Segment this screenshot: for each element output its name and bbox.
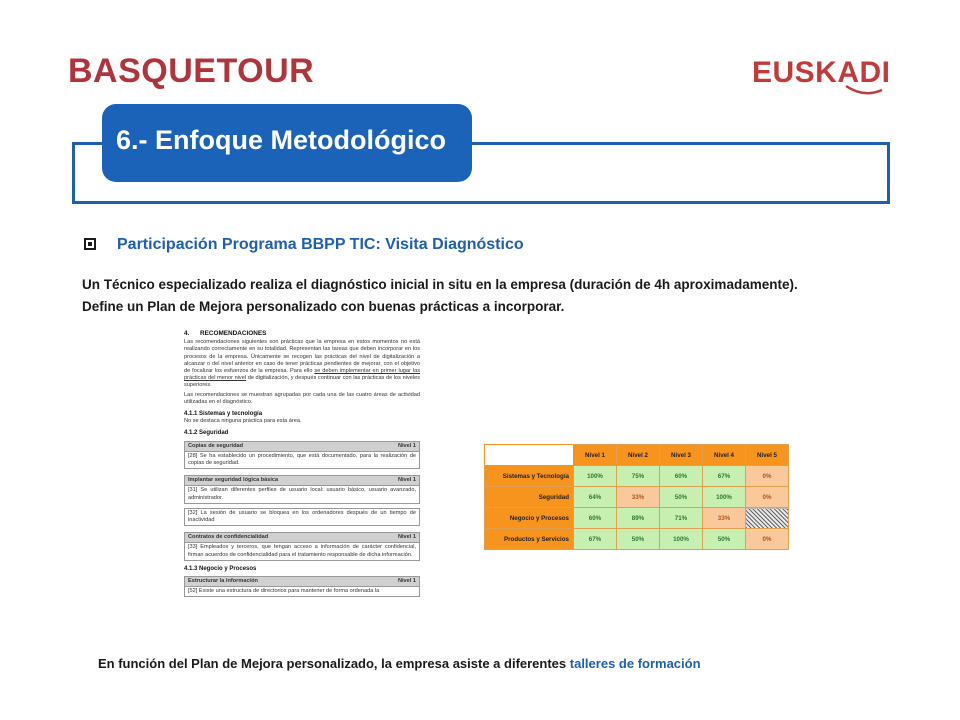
doc-paragraph: Las recomendaciones se muestran agrupadas por cada una de las cuatro áreas de actividad utilizadas en el diagnóstico. [184,391,420,405]
level-cell: 60% [574,508,617,529]
level-cell: 50% [660,487,703,508]
practice-body: [52] Existe una estructura de directorios para mantener de forma ordenada la [184,587,420,597]
table-corner-cell [485,445,574,466]
column-header: Nivel 4 [703,445,746,466]
checkbox-bullet-icon [84,238,96,250]
level-cell: 100% [660,529,703,550]
level-cell: 75% [617,466,660,487]
row-label: Sistemas y Tecnología [485,466,574,487]
table-row [485,508,789,529]
column-header: Nivel 5 [746,445,789,466]
table-row [485,466,789,487]
level-cell: 89% [617,508,660,529]
training-workshops-link[interactable]: talleres de formación [569,656,701,671]
doc-subheading: 4.1.1 Sistemas y tecnología [184,411,263,418]
euskadi-swash-icon [844,84,884,98]
level-cell: 50% [703,529,746,550]
basquetour-logo [68,52,314,91]
practice-body: [31] Se utilizan diferentes perfiles de usuario local: usuario básico, usuario avanzado, administrador. [184,486,420,503]
recommendations-document-excerpt [184,330,420,626]
doc-note: No se destaca ninguna práctica para esta área. [184,418,302,425]
row-label: Seguridad [485,487,574,508]
table-header-row [485,445,789,466]
level-cell: 67% [703,466,746,487]
euskadi-logo-text: EUSKADI [752,56,891,89]
practice-header: Implantar seguridad lógica básica Nivel 1 [184,475,420,486]
level-cell: 0% [746,529,789,550]
bullet-heading: Participación Programa BBPP TIC: Visita Diagnóstico [117,236,524,253]
level-cell: 60% [660,466,703,487]
doc-paragraph: Las recomendaciones siguientes son prácticas que la empresa en estos momentos no está realizando correctamente en su totalidad. Representan las tareas que deben incorporar en los procesos de la empresa. Únicamente se recogen las prácticas del nivel de digitalización a alcanzar o del nivel anterior en caso de tener prácticas pendientes de mejorar, con el objetivo de focalizar los esfuerzos de la empresa. Para ello se deben implementar en primer lugar las prácticas del menor nivel de digitalización, y después continuar con las prácticas de los niveles superiores. [184,339,420,389]
footer-text: En función del Plan de Mejora personalizado, la empresa asiste a diferentes [98,656,570,671]
row-label: Negocio y Procesos [485,508,574,529]
level-cell: 50% [617,529,660,550]
practice-header: Copias de seguridad Nivel 1 [184,441,420,452]
practice-header: Contratos de confidencialidad Nivel 1 [184,532,420,543]
doc-subheading: 4.1.2 Seguridad [184,430,229,437]
intro-paragraph: Un Técnico especializado realiza el diagnóstico inicial in situ en la empresa (duración de 4h aproximadamente). Define un Plan de Mejora personalizado con buenas prácticas a incorporar. [82,277,798,314]
level-cell: 67% [574,529,617,550]
section-title: 6.- Enfoque Metodológico [116,125,446,155]
level-cell: 71% [660,508,703,529]
practice-body: [33] Empleados y terceros, que tengan acceso a información de carácter confidencial, firman acuerdos de confidencialidad para el tratamiento responsable de dicha información. [184,543,420,560]
column-header: Nivel 1 [574,445,617,466]
level-cell: 64% [574,487,617,508]
doc-heading: 4. RECOMENDACIONES [184,330,267,337]
practice-body: [32] La sesión de usuario se bloquea en los ordenadores después de un tiempo de inactividad [184,508,420,526]
level-cell: 0% [746,466,789,487]
doc-subheading: 4.1.3 Negocio y Procesos [184,565,257,572]
practice-header: Estructurar la información Nivel 1 [184,576,420,587]
row-label: Productos y Servicios [485,529,574,550]
basquetour-logo-text: BASQUETOUR [68,52,315,90]
level-cell: 100% [574,466,617,487]
level-cell: 100% [703,487,746,508]
digitalization-levels-table [484,444,789,550]
table-row [485,487,789,508]
level-cell: 33% [703,508,746,529]
practice-body: [28] Se ha establecido un procedimiento, que está documentado, para la realización de copias de seguridad. [184,452,420,469]
footer-sentence [98,656,701,671]
level-cell-hatched [746,508,789,529]
table-row [485,529,789,550]
column-header: Nivel 3 [660,445,703,466]
level-cell: 33% [617,487,660,508]
column-header: Nivel 2 [617,445,660,466]
level-cell: 0% [746,487,789,508]
